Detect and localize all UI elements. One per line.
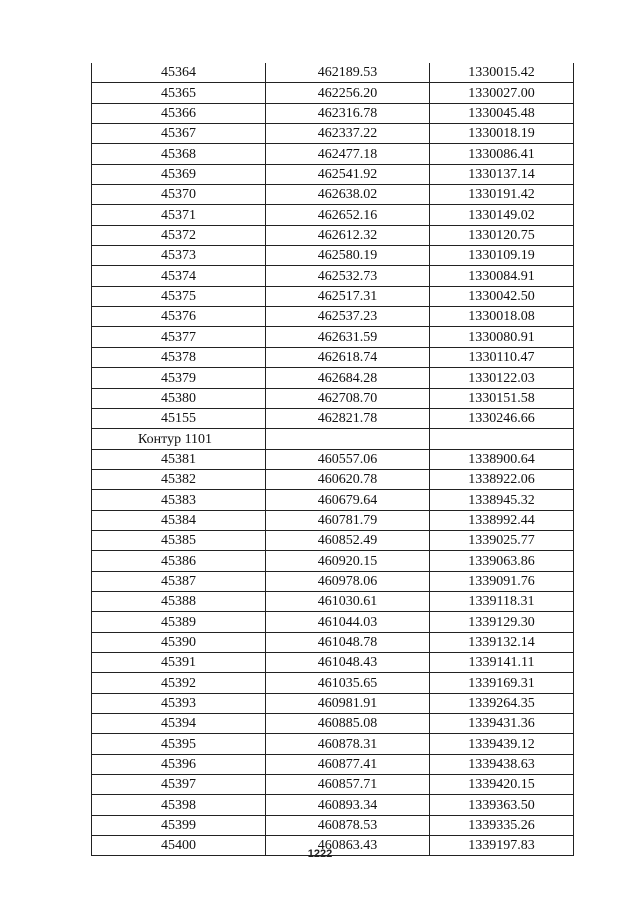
table-row	[92, 246, 574, 266]
point-number-cell: 45390	[92, 632, 266, 652]
x-coordinate-cell: 460679.64	[266, 490, 430, 510]
contour-empty-cell	[266, 429, 430, 449]
x-coordinate-cell: 462517.31	[266, 286, 430, 306]
point-number-cell: 45372	[92, 225, 266, 245]
coordinates-table-body	[92, 63, 574, 856]
coordinates-table	[91, 63, 574, 856]
x-coordinate-cell: 460981.91	[266, 693, 430, 713]
point-number-cell: 45380	[92, 388, 266, 408]
y-coordinate-cell: 1330137.14	[430, 164, 574, 184]
y-coordinate-cell: 1330042.50	[430, 286, 574, 306]
point-number-cell: 45381	[92, 449, 266, 469]
x-coordinate-cell: 460893.34	[266, 795, 430, 815]
table-row	[92, 124, 574, 144]
point-number-cell: 45392	[92, 673, 266, 693]
x-coordinate-cell: 460878.31	[266, 734, 430, 754]
x-coordinate-cell: 461030.61	[266, 591, 430, 611]
x-coordinate-cell: 460885.08	[266, 714, 430, 734]
y-coordinate-cell: 1339420.15	[430, 775, 574, 795]
point-number-cell: 45389	[92, 612, 266, 632]
x-coordinate-cell: 462638.02	[266, 185, 430, 205]
table-row	[92, 63, 574, 83]
point-number-cell: 45374	[92, 266, 266, 286]
page-number: 1222	[307, 848, 333, 860]
point-number-cell: 45379	[92, 368, 266, 388]
x-coordinate-cell: 461048.43	[266, 652, 430, 672]
table-row	[92, 185, 574, 205]
point-number-cell: 45366	[92, 103, 266, 123]
x-coordinate-cell: 460920.15	[266, 551, 430, 571]
table-row	[92, 307, 574, 327]
y-coordinate-cell: 1330045.48	[430, 103, 574, 123]
y-coordinate-cell: 1330080.91	[430, 327, 574, 347]
table-row	[92, 795, 574, 815]
y-coordinate-cell: 1339439.12	[430, 734, 574, 754]
point-number-cell: 45375	[92, 286, 266, 306]
x-coordinate-cell: 462708.70	[266, 388, 430, 408]
point-number-cell: 45365	[92, 83, 266, 103]
y-coordinate-cell: 1339197.83	[430, 836, 574, 856]
table-row	[92, 449, 574, 469]
point-number-cell: 45376	[92, 307, 266, 327]
x-coordinate-cell: 461048.78	[266, 632, 430, 652]
point-number-cell: 45371	[92, 205, 266, 225]
table-row	[92, 551, 574, 571]
x-coordinate-cell: 462684.28	[266, 368, 430, 388]
point-number-cell: 45373	[92, 246, 266, 266]
y-coordinate-cell: 1330018.19	[430, 124, 574, 144]
y-coordinate-cell: 1339091.76	[430, 571, 574, 591]
x-coordinate-cell: 460781.79	[266, 510, 430, 530]
point-number-cell: 45370	[92, 185, 266, 205]
point-number-cell: 45385	[92, 530, 266, 550]
point-number-cell: 45399	[92, 815, 266, 835]
y-coordinate-cell: 1338992.44	[430, 510, 574, 530]
x-coordinate-cell: 461035.65	[266, 673, 430, 693]
table-row	[92, 469, 574, 489]
x-coordinate-cell: 460852.49	[266, 530, 430, 550]
contour-header-row	[92, 429, 574, 449]
table-row	[92, 408, 574, 428]
x-coordinate-cell: 462541.92	[266, 164, 430, 184]
y-coordinate-cell: 1330120.75	[430, 225, 574, 245]
y-coordinate-cell: 1330027.00	[430, 83, 574, 103]
x-coordinate-cell: 462189.53	[266, 63, 430, 83]
x-coordinate-cell: 460878.53	[266, 815, 430, 835]
y-coordinate-cell: 1330084.91	[430, 266, 574, 286]
point-number-cell: 45155	[92, 408, 266, 428]
table-row	[92, 286, 574, 306]
y-coordinate-cell: 1339169.31	[430, 673, 574, 693]
table-row	[92, 693, 574, 713]
x-coordinate-cell: 462612.32	[266, 225, 430, 245]
table-row	[92, 775, 574, 795]
x-coordinate-cell: 462256.20	[266, 83, 430, 103]
y-coordinate-cell: 1339132.14	[430, 632, 574, 652]
x-coordinate-cell: 461044.03	[266, 612, 430, 632]
contour-label: Контур 1101	[92, 429, 266, 449]
y-coordinate-cell: 1339431.36	[430, 714, 574, 734]
table-row	[92, 164, 574, 184]
point-number-cell: 45395	[92, 734, 266, 754]
y-coordinate-cell: 1330086.41	[430, 144, 574, 164]
table-row	[92, 510, 574, 530]
x-coordinate-cell: 460978.06	[266, 571, 430, 591]
y-coordinate-cell: 1330109.19	[430, 246, 574, 266]
point-number-cell: 45386	[92, 551, 266, 571]
table-row	[92, 388, 574, 408]
table-row	[92, 368, 574, 388]
point-number-cell: 45388	[92, 591, 266, 611]
x-coordinate-cell: 462580.19	[266, 246, 430, 266]
x-coordinate-cell: 460877.41	[266, 754, 430, 774]
x-coordinate-cell: 462532.73	[266, 266, 430, 286]
table-row	[92, 673, 574, 693]
x-coordinate-cell: 462477.18	[266, 144, 430, 164]
x-coordinate-cell: 460857.71	[266, 775, 430, 795]
x-coordinate-cell: 462821.78	[266, 408, 430, 428]
table-row	[92, 83, 574, 103]
table-row	[92, 612, 574, 632]
point-number-cell: 45382	[92, 469, 266, 489]
y-coordinate-cell: 1339335.26	[430, 815, 574, 835]
y-coordinate-cell: 1339129.30	[430, 612, 574, 632]
y-coordinate-cell: 1330246.66	[430, 408, 574, 428]
table-row	[92, 591, 574, 611]
point-number-cell: 45393	[92, 693, 266, 713]
y-coordinate-cell: 1339025.77	[430, 530, 574, 550]
x-coordinate-cell: 462652.16	[266, 205, 430, 225]
point-number-cell: 45396	[92, 754, 266, 774]
table-row	[92, 571, 574, 591]
table-row	[92, 103, 574, 123]
table-row	[92, 266, 574, 286]
x-coordinate-cell: 460620.78	[266, 469, 430, 489]
y-coordinate-cell: 1339264.35	[430, 693, 574, 713]
point-number-cell: 45383	[92, 490, 266, 510]
y-coordinate-cell: 1339063.86	[430, 551, 574, 571]
point-number-cell: 45391	[92, 652, 266, 672]
table-row	[92, 347, 574, 367]
table-row	[92, 632, 574, 652]
y-coordinate-cell: 1339438.63	[430, 754, 574, 774]
table-row	[92, 490, 574, 510]
table-row	[92, 754, 574, 774]
x-coordinate-cell: 462537.23	[266, 307, 430, 327]
y-coordinate-cell: 1339118.31	[430, 591, 574, 611]
y-coordinate-cell: 1330015.42	[430, 63, 574, 83]
y-coordinate-cell: 1338922.06	[430, 469, 574, 489]
point-number-cell: 45378	[92, 347, 266, 367]
y-coordinate-cell: 1338945.32	[430, 490, 574, 510]
point-number-cell: 45367	[92, 124, 266, 144]
point-number-cell: 45369	[92, 164, 266, 184]
contour-empty-cell	[430, 429, 574, 449]
y-coordinate-cell: 1330191.42	[430, 185, 574, 205]
point-number-cell: 45368	[92, 144, 266, 164]
x-coordinate-cell: 462316.78	[266, 103, 430, 123]
table-row	[92, 144, 574, 164]
point-number-cell: 45398	[92, 795, 266, 815]
table-row	[92, 652, 574, 672]
table-row	[92, 530, 574, 550]
y-coordinate-cell: 1330151.58	[430, 388, 574, 408]
x-coordinate-cell: 460557.06	[266, 449, 430, 469]
table-row	[92, 714, 574, 734]
point-number-cell: 45400	[92, 836, 266, 856]
y-coordinate-cell: 1330110.47	[430, 347, 574, 367]
table-row	[92, 205, 574, 225]
table-row	[92, 815, 574, 835]
point-number-cell: 45377	[92, 327, 266, 347]
point-number-cell: 45387	[92, 571, 266, 591]
y-coordinate-cell: 1330149.02	[430, 205, 574, 225]
point-number-cell: 45397	[92, 775, 266, 795]
point-number-cell: 45384	[92, 510, 266, 530]
table-row	[92, 734, 574, 754]
point-number-cell: 45364	[92, 63, 266, 83]
x-coordinate-cell: 462631.59	[266, 327, 430, 347]
x-coordinate-cell: 460863.43	[266, 836, 430, 856]
y-coordinate-cell: 1338900.64	[430, 449, 574, 469]
x-coordinate-cell: 462618.74	[266, 347, 430, 367]
point-number-cell: 45394	[92, 714, 266, 734]
table-row	[92, 327, 574, 347]
x-coordinate-cell: 462337.22	[266, 124, 430, 144]
table-row	[92, 225, 574, 245]
y-coordinate-cell: 1330018.08	[430, 307, 574, 327]
y-coordinate-cell: 1339363.50	[430, 795, 574, 815]
y-coordinate-cell: 1330122.03	[430, 368, 574, 388]
y-coordinate-cell: 1339141.11	[430, 652, 574, 672]
